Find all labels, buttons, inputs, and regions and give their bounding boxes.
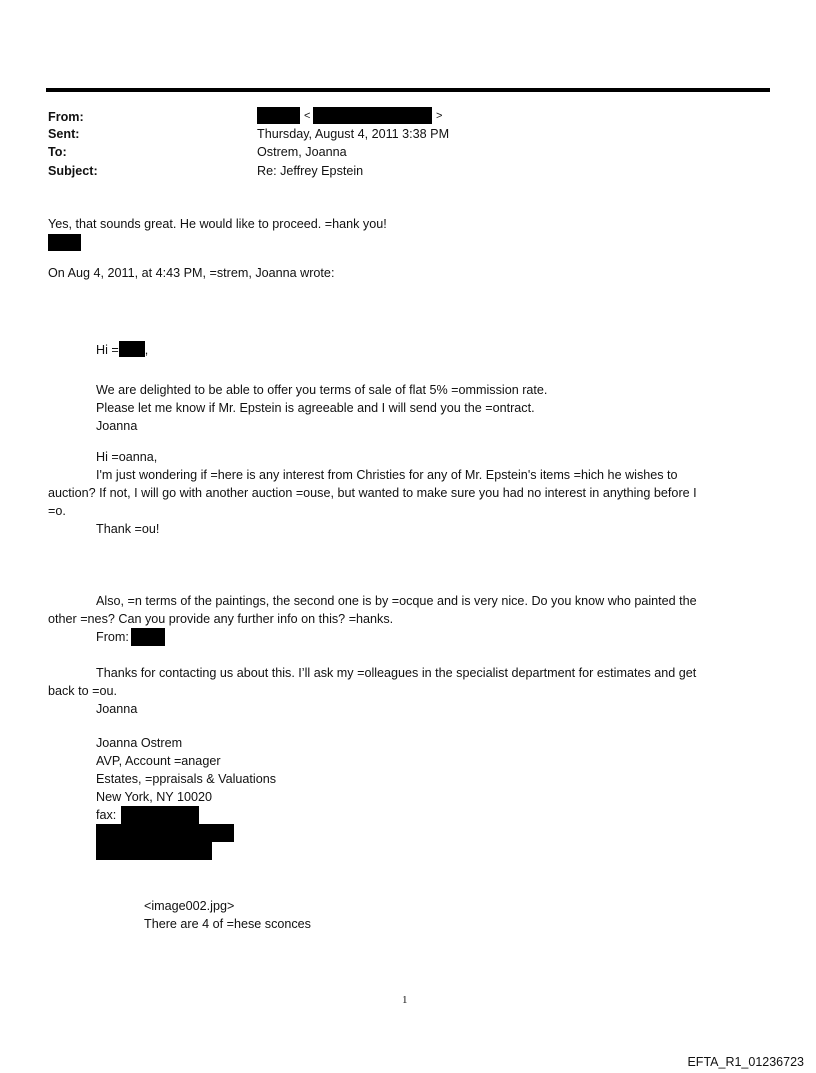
to-label: To: bbox=[48, 145, 67, 159]
signature-name: Joanna Ostrem bbox=[96, 736, 183, 750]
also-line-1: Also, =n terms of the paintings, the second one is by =ocque and is very nice. Do you know who painted the bbox=[96, 594, 697, 608]
sent-value: Thursday, August 4, 2011 3:38 PM bbox=[257, 127, 450, 141]
wonder-line-3: =o. bbox=[48, 504, 66, 518]
thanks-signoff: Joanna bbox=[96, 702, 138, 716]
wonder-line-1: I'm just wondering if =here is any interest from Christies for any of Mr. Epstein's items =hich he wishes to bbox=[96, 468, 678, 482]
redaction-fax bbox=[121, 806, 199, 824]
thanks-line-1: Thanks for contacting us about this. I’ll ask my =olleagues in the specialist department for estimates and get bbox=[96, 666, 697, 680]
redaction-signature bbox=[48, 234, 81, 251]
also-line-2: other =nes? Can you provide any further info on this? =hanks. bbox=[48, 612, 394, 626]
sconces-text: There are 4 of =hese sconces bbox=[144, 917, 311, 931]
greeting-comma: , bbox=[144, 343, 149, 357]
redaction-sender-name bbox=[257, 107, 300, 124]
from-label: From: bbox=[48, 110, 84, 124]
bates-number: EFTA_R1_01236723 bbox=[687, 1055, 804, 1069]
redaction-sender-email bbox=[313, 107, 432, 124]
from-line: From: bbox=[96, 630, 129, 644]
thank-you: Thank =ou! bbox=[96, 522, 160, 536]
subject-value: Re: Jeffrey Epstein bbox=[257, 164, 364, 178]
attachment-name: <image002.jpg> bbox=[144, 899, 235, 913]
thanks-line-2: back to =ou. bbox=[48, 684, 117, 698]
greeting-text: Hi = bbox=[96, 343, 119, 357]
redaction-greeting-name bbox=[119, 341, 145, 357]
from-lt: < bbox=[304, 110, 311, 122]
greeting-2: Hi =oanna, bbox=[96, 450, 158, 464]
reply-text: Yes, that sounds great. He would like to proceed. =hank you! bbox=[48, 217, 387, 231]
signature-city: New York, NY 10020 bbox=[96, 790, 212, 804]
signature-title: AVP, Account =anager bbox=[96, 754, 221, 768]
to-value: Ostrem, Joanna bbox=[257, 145, 347, 159]
subject-label: Subject: bbox=[48, 164, 98, 178]
offer-line-2: Please let me know if Mr. Epstein is agreeable and I will send you the =ontract. bbox=[96, 401, 535, 415]
wonder-line-2: auction? If not, I will go with another auction =ouse, but wanted to make sure you had no interest in anything before I bbox=[48, 486, 697, 500]
from-gt: > bbox=[436, 110, 443, 122]
page-number: 1 bbox=[402, 994, 408, 1006]
signature-fax-label: fax: bbox=[96, 808, 117, 822]
offer-signoff: Joanna bbox=[96, 419, 138, 433]
redaction-from-name bbox=[131, 628, 165, 646]
header-rule bbox=[46, 88, 770, 92]
redaction-contact-1 bbox=[96, 824, 234, 842]
greeting bbox=[96, 341, 148, 359]
sent-label: Sent: bbox=[48, 127, 80, 141]
offer-line-1: We are delighted to be able to offer you terms of sale of flat 5% =ommission rate. bbox=[96, 383, 548, 397]
redaction-contact-2 bbox=[96, 842, 212, 860]
signature-department: Estates, =ppraisals & Valuations bbox=[96, 772, 277, 786]
quote-intro: On Aug 4, 2011, at 4:43 PM, =strem, Joanna wrote: bbox=[48, 266, 335, 280]
